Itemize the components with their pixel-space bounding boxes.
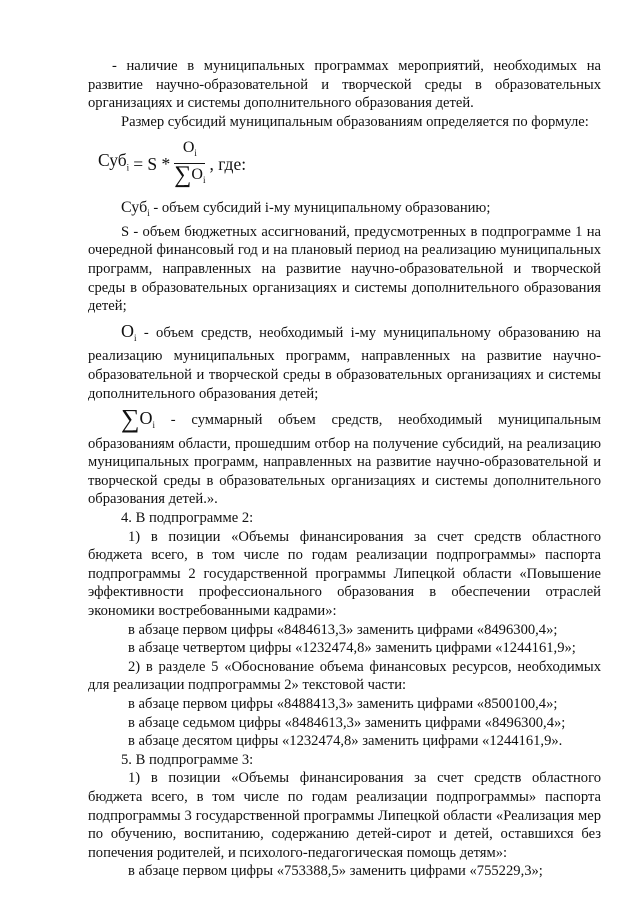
formula-numerator: $O_i$ xyxy=(182,138,197,158)
item-4-2-a: в абзаце первом цифры «8488413,3» заменить цифрами «8500100,4»; xyxy=(128,695,558,712)
item-4-1: 1) в позиции «Объемы финансирования за счет средств областного бюджета всего, в том числе по годам реализации подпрограммы» паспорта подпрограммы 2 государственной программы Липецкой области «Повышение эффективности профессионального образования в обеспечении отраслей экономики востребованными кадрами»: xyxy=(88,528,601,619)
formula-denominator: $\sum O_i$ xyxy=(174,161,206,188)
item-4: 4. В подпрограмме 2: xyxy=(121,510,254,526)
item-4-2-c: в абзаце десятом цифры «1232474,8» заменить цифрами «1244161,9». xyxy=(128,733,563,750)
formula-lhs: Суб$_i$ xyxy=(98,150,130,173)
definition-o: $O_i$ - объем средств, необходимый i-му муниципальному образованию на реализацию муниципальных программ, направленных на развитие научно-образовательной и творческой среды в образовательных организациях и системы дополнительного образования детей; xyxy=(88,320,601,402)
sum-sign-icon: ∑ xyxy=(174,161,192,188)
item-5-1: 1) в позиции «Объемы финансирования за счет средств областного бюджета всего, в том числе по годам реализации подпрограммы» паспорта подпрограммы 3 государственной программы Липецкой области «Реализация мер по обучению, воспитанию, содержанию детей-сирот и детей, оставшихся без попечения родителей, и психолого-педагогическая помощь детям»: xyxy=(88,770,601,861)
definition-sum: $\sum O_i$ - суммарный объем средств, необходимый муниципальным образованиям области, прошедшим отбор на получение субсидий, на реализацию муниципальных программ, направленных на развитие научно-образовательной и творческой среды в образовательных организациях и системы дополнительного образования детей.». xyxy=(88,404,601,508)
subsidy-formula xyxy=(98,135,601,193)
item-5: 5. В подпрограмме 3: xyxy=(121,751,254,768)
definition-s: S - объем бюджетных ассигнований, предусмотренных в подпрограмме 1 на очередной финансовый год и на плановый период на реализацию муниципальных программ, направленных на развитие научно-образовательной и творческой среды в образовательных организациях и системы дополнительного образования детей; xyxy=(88,223,601,315)
paragraph-criteria: - наличие в муниципальных программах мероприятий, необходимых на развитие научно-образовательной и творческой среды в образовательных организациях и системы дополнительного образования детей. xyxy=(88,58,601,112)
item-4-2: 2) в разделе 5 «Обоснование объема финансовых ресурсов, необходимых для реализации подпрограммы 2» текстовой части: xyxy=(88,658,601,694)
paragraph-formula-intro: Размер субсидий муниципальным образованиям определяется по формуле: xyxy=(121,113,589,130)
formula-fraction xyxy=(174,138,205,191)
item-4-1-b: в абзаце четвертом цифры «1232474,8» заменить цифрами «1244161,9»; xyxy=(128,640,576,657)
definition-subsidy: Суб$_i$ - объем субсидий i-му муниципальному образованию; xyxy=(121,199,491,219)
item-4-2-b: в абзаце седьмом цифры «8484613,3» заменить цифрами «8496300,4»; xyxy=(128,714,566,731)
item-5-1-a: в абзаце первом цифры «753388,5» заменить цифрами «755229,3»; xyxy=(128,863,543,880)
sum-sign-icon: ∑ xyxy=(121,404,140,434)
formula-where: , где: xyxy=(209,154,247,175)
formula-eq: = S * xyxy=(133,154,171,175)
item-4-1-a: в абзаце первом цифры «8484613,3» заменить цифрами «8496300,4»; xyxy=(128,621,558,638)
